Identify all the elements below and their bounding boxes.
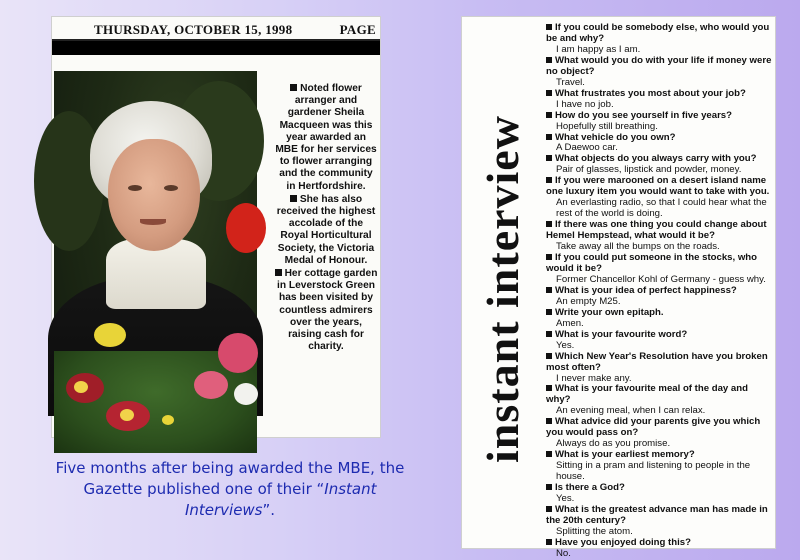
interview-question [546, 483, 772, 494]
interview-question [546, 417, 772, 439]
interview-question [546, 330, 772, 341]
question-text: What would you do with your life if money were no object? [546, 54, 772, 77]
interview-question [546, 111, 772, 122]
question-text: What frustrates you most about your job? [555, 87, 746, 99]
question-text: Have you enjoyed doing this? [555, 536, 691, 548]
question-text: What is your favourite word? [555, 328, 688, 340]
interview-answer: I am happy as I am. [556, 43, 641, 55]
bullet-icon [546, 112, 552, 118]
bullet-icon [546, 506, 552, 512]
bullet-icon [546, 309, 552, 315]
slide-caption [20, 458, 440, 521]
red-object [226, 203, 266, 253]
interview-answer: An empty M25. [556, 295, 621, 307]
interview-question [546, 56, 772, 78]
instant-interview-title: instant interview [477, 115, 528, 463]
interview-answer: Travel. [556, 76, 585, 88]
interview-question [546, 176, 772, 198]
interview-answer: Hopefully still breathing. [556, 120, 658, 132]
question-text: What is your favourite meal of the day and why? [546, 383, 748, 406]
question-text: What is your idea of perfect happiness? [555, 284, 737, 296]
caption-italic: Instant [324, 480, 377, 498]
bullet-icon [546, 451, 552, 457]
interview-question [546, 384, 772, 406]
interview-answer: Splitting the atom. [556, 525, 633, 537]
interview-answer: I never make any. [556, 372, 632, 384]
newspaper-clipping-right [462, 17, 775, 559]
bullet-icon [546, 287, 552, 293]
question-text: If you could be somebody else, who would you be and why? [546, 22, 770, 44]
interview-answer: Always do as you promise. [556, 438, 671, 450]
interview-list [546, 23, 772, 560]
question-text: If you were marooned on a desert island name one luxury item you would want to take with you. [546, 175, 770, 198]
article-paragraph: She has also received the highest accolade of the Royal Horticultural Society, the Victoria Medal of Honour. [276, 193, 376, 266]
interview-answer: A Daewoo car. [556, 142, 618, 154]
bullet-icon [546, 24, 552, 30]
header-rule [52, 41, 380, 55]
article-text [274, 83, 378, 354]
interview-answer: No. [556, 547, 571, 559]
caption-line-3 [20, 500, 440, 521]
interview-question [546, 352, 772, 374]
question-text: How do you see yourself in five years? [555, 109, 733, 121]
article-paragraph: Her cottage garden in Leverstock Green has been visited by countless admirers over the years, raising cash for charity. [277, 268, 378, 353]
interview-answer: I have no job. [556, 98, 614, 110]
interview-question [546, 538, 772, 549]
bullet-icon [546, 331, 552, 337]
newspaper-header [52, 17, 380, 41]
caption-text: ”. [262, 501, 276, 519]
caption-italic: Interviews [184, 501, 263, 519]
portrait-photo [54, 71, 257, 453]
interview-question [546, 253, 772, 275]
article-paragraph: Noted flower arranger and gardener Sheila Macqueen was this year awarded an MBE for her services to flower arranging and the community in Hertfordshire. [275, 83, 377, 192]
interview-answer: Yes. [556, 492, 575, 504]
interview-answer: Pair of glasses, lipstick and powder, money. [556, 164, 742, 176]
interview-answer: Amen. [556, 317, 584, 329]
bullet-icon [546, 484, 552, 490]
newspaper-date: THURSDAY, OCTOBER 15, 1998 [94, 22, 293, 37]
bullet-icon [546, 57, 552, 63]
interview-answer: An evening meal, when I can relax. [556, 405, 706, 417]
question-text: What is your earliest memory? [555, 449, 695, 461]
bullet-icon [546, 221, 552, 227]
bullet-icon [546, 418, 552, 424]
bullet-icon [546, 353, 552, 359]
bullet-icon [546, 155, 552, 161]
question-text: Is there a God? [555, 482, 625, 494]
interview-answer: Former Chancellor Kohl of Germany - guess why. [556, 273, 766, 285]
caption-line-2 [20, 479, 440, 500]
question-text: What objects do you always carry with you? [555, 153, 757, 165]
question-text: Which New Year's Resolution have you broken most often? [546, 350, 768, 373]
newspaper-clipping-left [52, 17, 380, 437]
question-text: What advice did your parents give you which you would pass on? [546, 416, 761, 439]
interview-question [546, 220, 772, 242]
bullet-icon [546, 90, 552, 96]
interview-answer: An everlasting radio, so that I could hear what the rest of the world is doing. [556, 197, 767, 220]
bullet-icon [546, 385, 552, 391]
question-text: What is the greatest advance man has made in the 20th century? [546, 503, 768, 526]
bullet-icon [546, 134, 552, 140]
question-text: If there was one thing you could change about Hemel Hempstead, what would it be? [546, 219, 767, 242]
question-text: Write your own epitaph. [555, 306, 664, 318]
interview-question [546, 23, 772, 45]
interview-answer: Take away all the bumps on the roads. [556, 241, 720, 253]
interview-answer: Sitting in a pram and listening to people in the house. [556, 460, 751, 483]
newspaper-page-label: PAGE [339, 22, 376, 37]
interview-answer: Yes. [556, 339, 575, 351]
caption-line-1: Five months after being awarded the MBE, the [55, 459, 405, 477]
question-text: What vehicle do you own? [555, 131, 676, 143]
question-text: If you could put someone in the stocks, who would it be? [546, 252, 758, 274]
bullet-icon [546, 539, 552, 545]
bullet-icon [546, 177, 552, 183]
bullet-icon [546, 254, 552, 260]
interview-question [546, 505, 772, 527]
caption-text: Gazette published one of their “ [83, 480, 325, 498]
